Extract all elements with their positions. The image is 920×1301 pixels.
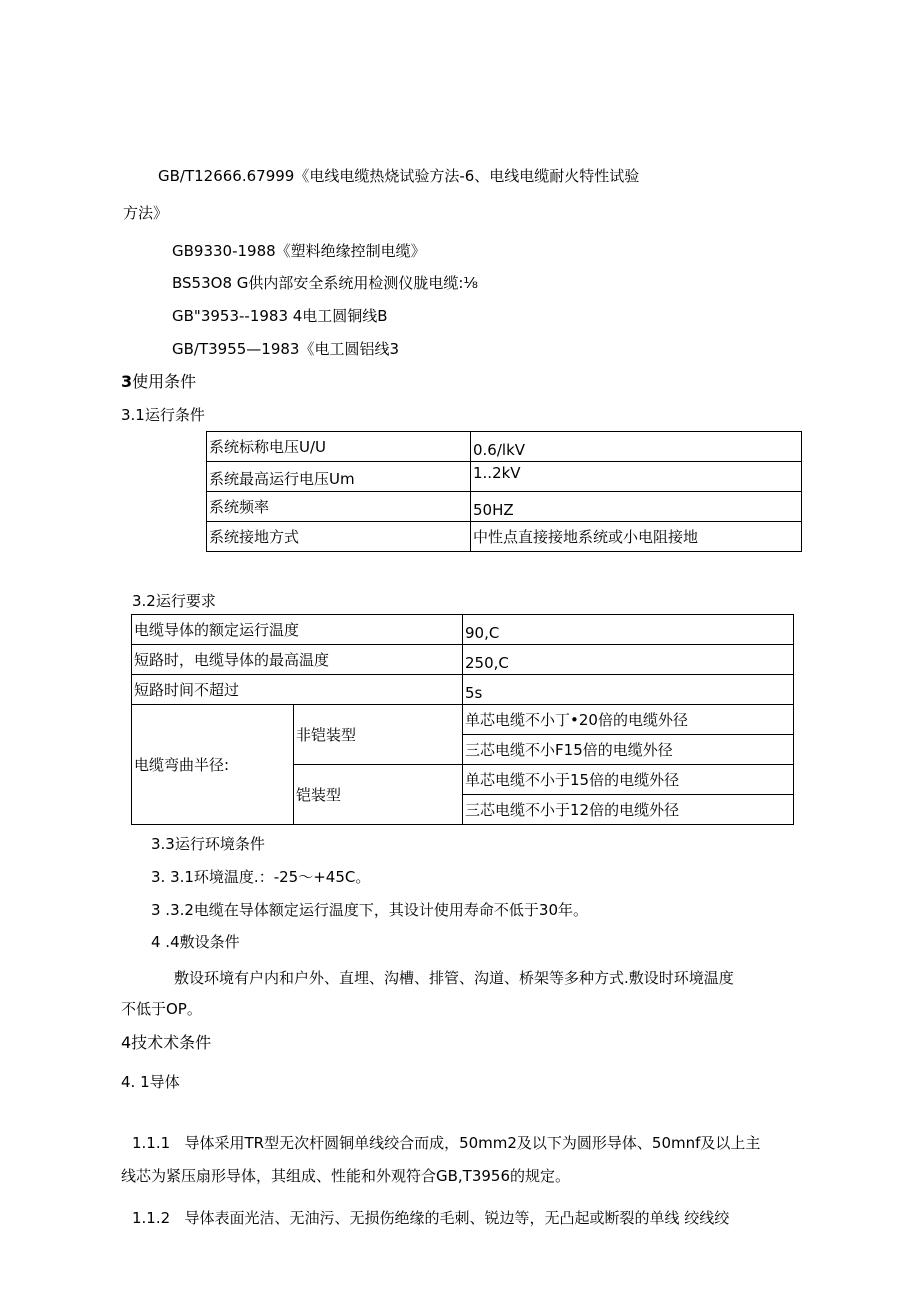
section-3-3-heading: 3.3运行环境条件: [151, 835, 265, 853]
condition-label: 系统最高运行电压Um: [207, 462, 471, 492]
bend-radius-label: 电缆弯曲半径:: [132, 705, 294, 825]
section-3-heading: [121, 372, 196, 392]
armored-single-core-value: 单芯电缆不小于15倍的电缆外径: [463, 765, 794, 795]
requirement-label: 短路时间不超过: [132, 675, 463, 705]
table-row: [132, 675, 794, 705]
reference-line-3: BS53O8 G供内部安全系统用检测仪胧电缆:⅛: [172, 274, 478, 292]
paragraph-1-1-1-line-1: [132, 1133, 760, 1153]
paragraph-1-1-2-number: 1.1.2: [132, 1209, 171, 1227]
operating-conditions-table: [206, 431, 802, 552]
condition-value: 0.6/lkV: [471, 432, 802, 462]
section-4-1-heading: 4. 1导体: [121, 1073, 180, 1091]
laying-paragraph-line-1: 敷设环境有户内和户外、直埋、沟槽、排管、沟道、桥架等多种方式.敷设时环境温度: [174, 969, 734, 987]
table-row: [207, 432, 802, 462]
requirement-value: 250,C: [463, 645, 794, 675]
condition-value: 50HZ: [471, 492, 802, 522]
item-3-3-1: 3. 3.1环境温度.：-25～+45C。: [151, 868, 371, 886]
table-row: [132, 615, 794, 645]
laying-paragraph-line-2: 不低于OP。: [121, 1000, 202, 1018]
condition-value: 中性点直接接地系统或小电阻接地: [471, 522, 802, 552]
paragraph-1-1-1-line-2: 线芯为紧压扇形导体，其组成、性能和外观符合GB,T3956的规定。: [121, 1167, 571, 1185]
section-3-number: 3: [121, 372, 133, 391]
requirement-value: 5s: [463, 675, 794, 705]
paragraph-1-1-2-line-1: [132, 1208, 729, 1228]
paragraph-1-1-2-text: 导体表面光洁、无油污、无损伤绝缘的毛刺、锐边等，无凸起或断裂的单线 绞线绞: [184, 1209, 730, 1227]
section-3-1-heading: 3.1运行条件: [121, 406, 205, 424]
section-3-title: 使用条件: [132, 372, 197, 391]
condition-label: 系统接地方式: [207, 522, 471, 552]
reference-line-1-cont: 方法》: [123, 204, 169, 222]
section-3-2-heading: 3.2运行要求: [132, 592, 216, 610]
item-3-3-2: 3 .3.2电缆在导体额定运行温度下，其设计使用寿命不低于30年。: [151, 901, 589, 919]
table-row: [132, 645, 794, 675]
item-3-4: 4 .4敷设条件: [151, 933, 240, 951]
table-row: [207, 462, 802, 492]
reference-line-4: GB"3953--1983 4电工圆铜线B: [172, 307, 388, 325]
requirement-label: 短路时，电缆导体的最高温度: [132, 645, 463, 675]
unarmored-type-label: 非铠装型: [294, 705, 463, 765]
operating-requirements-table: [131, 614, 794, 825]
table-row: [132, 705, 794, 735]
condition-value: 1..2kV: [471, 462, 802, 492]
requirement-value: 90,C: [463, 615, 794, 645]
reference-line-5: GB/T3955—1983《电工圆铝线3: [172, 340, 400, 358]
armored-type-label: 铠装型: [294, 765, 463, 825]
condition-label: 系统频率: [207, 492, 471, 522]
section-4-heading: 4技术术条件: [121, 1033, 212, 1052]
reference-line-1: GB/T12666.67999《电线电缆热烧试验方法-6、电线电缆耐火特性试验: [158, 167, 640, 185]
unarmored-three-core-value: 三芯电缆不小F15倍的电缆外径: [463, 735, 794, 765]
condition-label: 系统标称电压U/U: [207, 432, 471, 462]
paragraph-1-1-1-text: 导体采用TR型无次杆圆铜单线绞合而成，50mm2及以下为圆形导体、50mnf及以上主: [184, 1134, 761, 1152]
reference-line-2: GB9330-1988《塑料绝缘控制电缆》: [172, 242, 426, 260]
paragraph-1-1-1-number: 1.1.1: [132, 1134, 171, 1152]
table-row: [207, 522, 802, 552]
table-row: [207, 492, 802, 522]
requirement-label: 电缆导体的额定运行温度: [132, 615, 463, 645]
armored-three-core-value: 三芯电缆不小于12倍的电缆外径: [463, 795, 794, 825]
unarmored-single-core-value: 单芯电缆不小丁•20倍的电缆外径: [463, 705, 794, 735]
